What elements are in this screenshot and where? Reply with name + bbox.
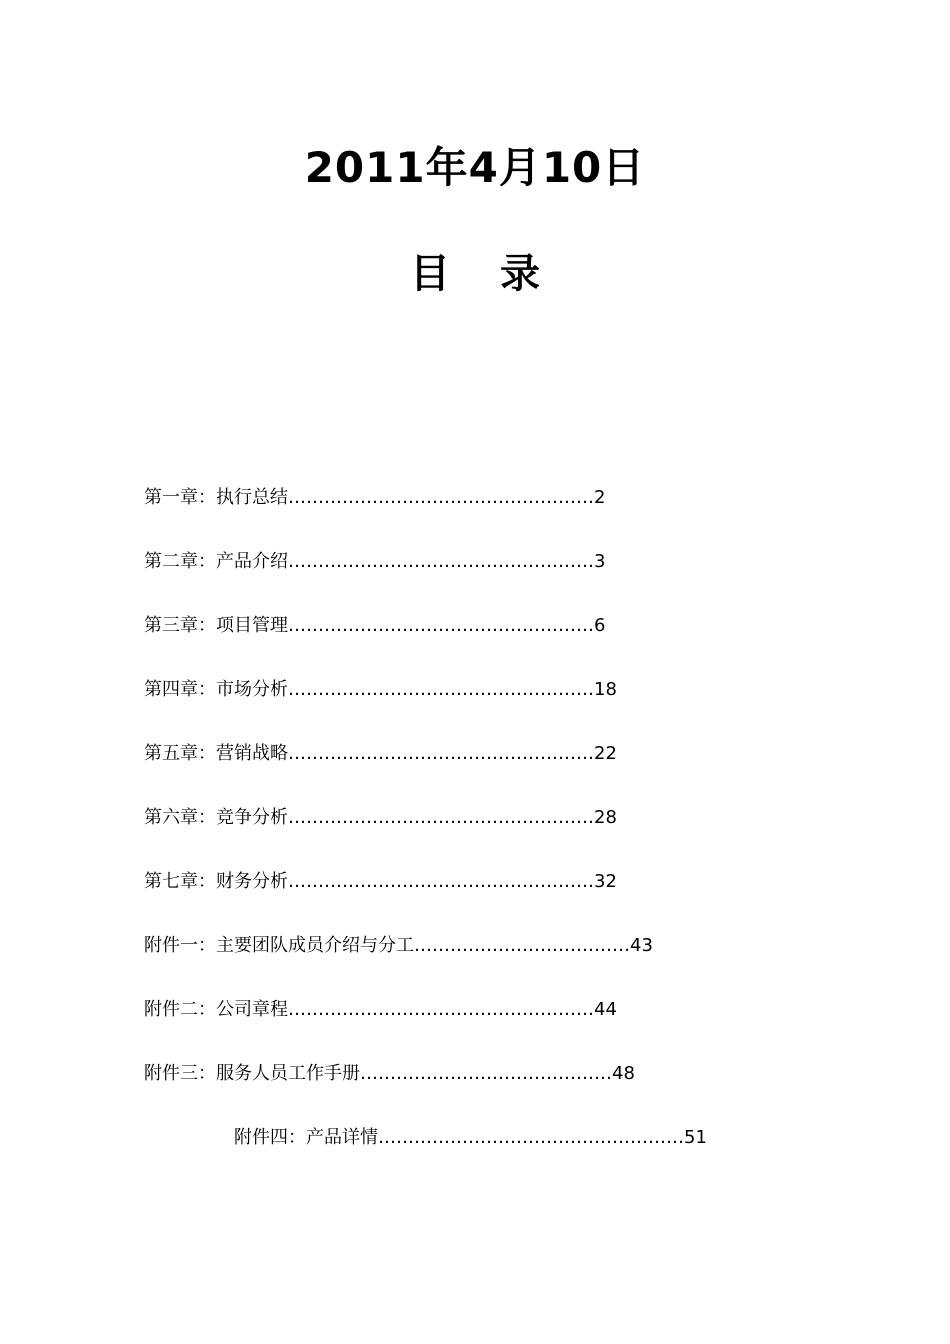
toc-entry-page-number: 51 bbox=[684, 1127, 707, 1148]
toc-entry-appendix-2[interactable] bbox=[144, 992, 617, 1028]
toc-entry-label: 第二章：产品介绍 bbox=[144, 551, 288, 572]
toc-entry-page-number: 18 bbox=[594, 679, 617, 700]
toc-entry-chapter-7[interactable] bbox=[144, 864, 617, 900]
toc-entry-leader: …………………………………………… bbox=[288, 871, 594, 892]
toc-entry-page-number: 22 bbox=[594, 743, 617, 764]
toc-entry-label: 附件四：产品详情 bbox=[234, 1127, 378, 1148]
date-title: 2011年4月10日 bbox=[304, 143, 646, 192]
toc-entry-appendix-3[interactable] bbox=[144, 1056, 635, 1092]
toc-heading-char-1: 目 bbox=[410, 251, 450, 297]
toc-entry-chapter-3[interactable] bbox=[144, 608, 605, 644]
toc-entry-label: 附件二：公司章程 bbox=[144, 999, 288, 1020]
toc-entry-leader: …………………………………………… bbox=[288, 615, 594, 636]
toc-entry-appendix-1[interactable] bbox=[144, 928, 653, 964]
toc-entry-leader: ……………………………… bbox=[414, 935, 630, 956]
toc-entry-page-number: 32 bbox=[594, 871, 617, 892]
toc-entry-page-number: 28 bbox=[594, 807, 617, 828]
toc-entry-leader: …………………………………………… bbox=[288, 743, 594, 764]
toc-heading-char-2: 录 bbox=[500, 251, 540, 297]
toc-entry-label: 第七章：财务分析 bbox=[144, 871, 288, 892]
toc-entry-label: 附件三：服务人员工作手册 bbox=[144, 1063, 360, 1084]
toc-entry-page-number: 48 bbox=[612, 1063, 635, 1084]
toc-entry-label: 第五章：营销战略 bbox=[144, 743, 288, 764]
toc-entry-appendix-4[interactable] bbox=[234, 1120, 707, 1156]
toc-entry-leader: …………………………………………… bbox=[288, 999, 594, 1020]
toc-entry-chapter-2[interactable] bbox=[144, 544, 605, 580]
toc-entry-leader: …………………………………………… bbox=[288, 551, 594, 572]
toc-entry-label: 第一章：执行总结 bbox=[144, 487, 288, 508]
toc-heading bbox=[0, 244, 950, 304]
toc-entry-leader: …………………………………………… bbox=[288, 487, 594, 508]
toc-entry-leader: …………………………………………… bbox=[288, 807, 594, 828]
toc-entry-label: 附件一：主要团队成员介绍与分工 bbox=[144, 935, 414, 956]
toc-entry-chapter-1[interactable] bbox=[144, 480, 605, 516]
toc-entry-chapter-4[interactable] bbox=[144, 672, 617, 708]
toc-entry-label: 第六章：竞争分析 bbox=[144, 807, 288, 828]
toc-entry-page-number: 44 bbox=[594, 999, 617, 1020]
toc-entry-leader: …………………………………… bbox=[360, 1063, 612, 1084]
toc-entry-page-number: 2 bbox=[594, 487, 606, 508]
toc-entry-page-number: 3 bbox=[594, 551, 606, 572]
toc-entry-chapter-5[interactable] bbox=[144, 736, 617, 772]
toc-entry-label: 第三章：项目管理 bbox=[144, 615, 288, 636]
toc-entry-leader: …………………………………………… bbox=[378, 1127, 684, 1148]
toc-entry-page-number: 6 bbox=[594, 615, 606, 636]
toc-entry-chapter-6[interactable] bbox=[144, 800, 617, 836]
toc-entry-page-number: 43 bbox=[630, 935, 653, 956]
toc-entry-leader: …………………………………………… bbox=[288, 679, 594, 700]
toc-entry-label: 第四章：市场分析 bbox=[144, 679, 288, 700]
